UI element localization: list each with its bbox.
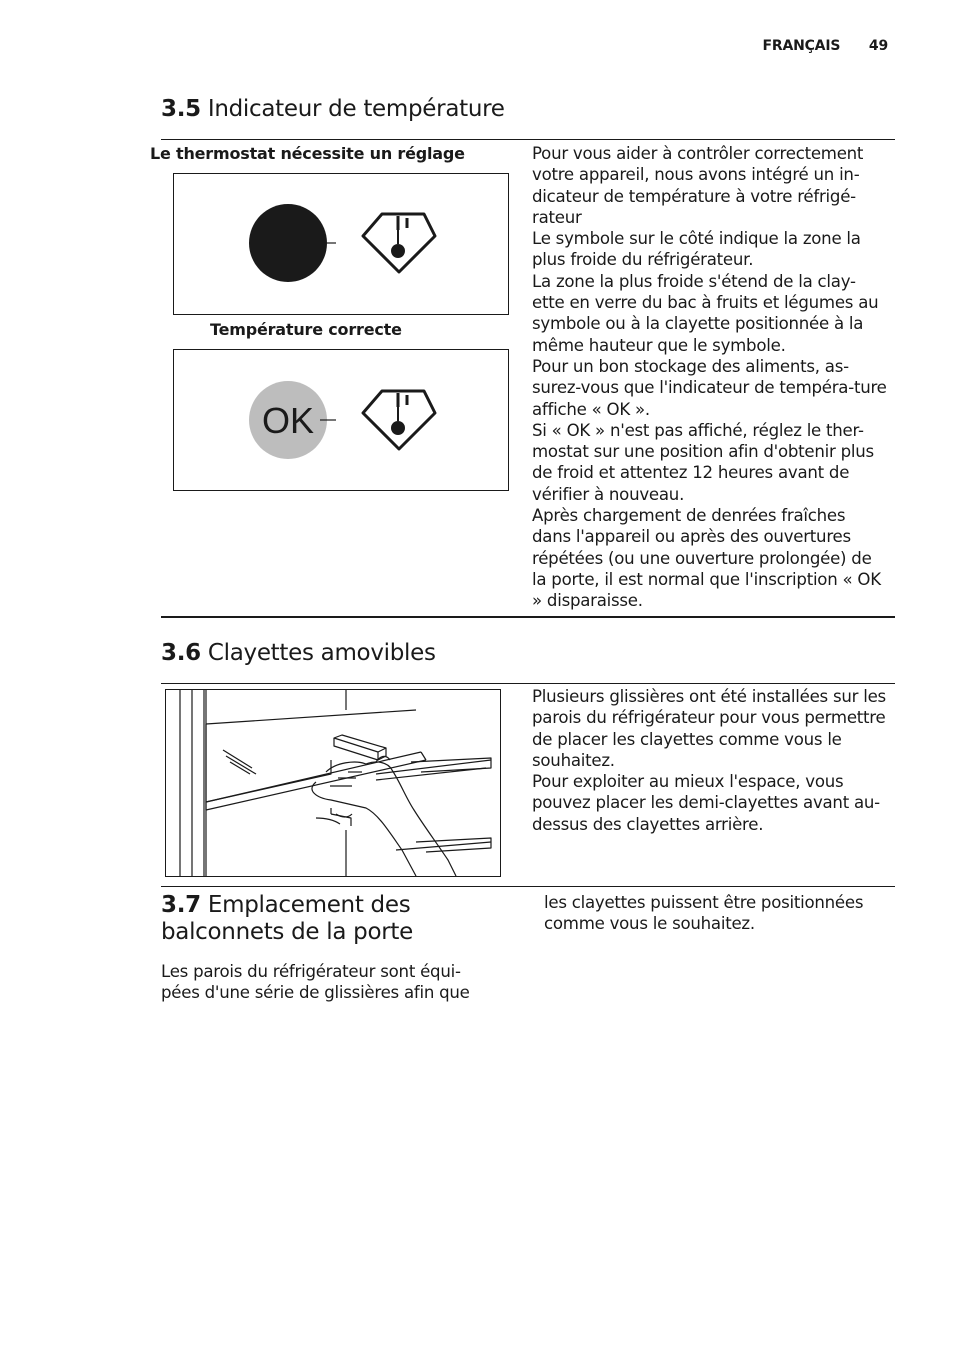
shelf-illustration	[166, 690, 500, 876]
section-rule	[161, 139, 895, 140]
section-divider	[161, 616, 895, 618]
section-3-7-left-text	[161, 961, 493, 1004]
section-number: 3.7	[161, 892, 201, 918]
indicator-ok-illustration	[174, 350, 508, 490]
section-number: 3.5	[161, 96, 201, 122]
page-header	[763, 38, 888, 54]
dark-indicator-icon	[249, 204, 327, 282]
paragraph: La zone la plus froide s'étend de la clay-ette en verre du bac à fruits et légumes au symbole ou à la clayette positionnée à la même hauteur que le symbole.	[532, 271, 879, 355]
section-title: Indicateur de température	[207, 96, 505, 122]
section-title: Clayettes amovibles	[207, 640, 436, 666]
section-3-5-heading	[161, 96, 505, 122]
paragraph: Si « OK » n'est pas affiché, réglez le ther-mostat sur une position afin d'obtenir plus de froid et attentez 12 heures avant de vérifier à nouveau.	[532, 420, 874, 504]
paragraph: Les parois du réfrigérateur sont équi-pées d'une série de glissières afin que	[161, 962, 470, 1003]
indicator-illustration	[174, 174, 508, 314]
paragraph: Le symbole sur le côté indique la zone la plus froide du réfrigérateur.	[532, 229, 861, 270]
paragraph: Pour exploiter au mieux l'espace, vous pouvez placer les demi-clayettes avant au-dessus des clayettes arrière.	[532, 772, 880, 834]
section-3-6-text	[532, 686, 888, 835]
paragraph: Plusieurs glissières ont été installées sur les parois du réfrigérateur pour vous permettre de placer les clayettes comme vous le souhaitez.	[532, 687, 886, 770]
paragraph: Pour un bon stockage des aliments, as-surez-vous que l'indicateur de tempéra-ture affiche « OK ».	[532, 356, 887, 419]
page-number: 49	[868, 38, 888, 54]
section-rule	[161, 886, 895, 887]
paragraph: les clayettes puissent être positionnées comme vous le souhaitez.	[544, 893, 864, 934]
figure-caption-correct-temperature: Température correcte	[210, 320, 402, 339]
section-number: 3.6	[161, 640, 201, 666]
figure-caption-thermostat: Le thermostat nécessite un réglage	[150, 144, 465, 163]
section-rule	[161, 683, 895, 684]
figure-thermostat-adjust	[173, 173, 509, 315]
section-3-6-heading	[161, 640, 436, 666]
section-title-line-1: Emplacement des	[207, 892, 411, 918]
paragraph: Pour vous aider à contrôler correctement votre appareil, nous avons intégré un in-dicateur de température à votre réfrigé-rateur	[532, 144, 864, 227]
header-language: FRANÇAIS	[762, 38, 841, 54]
figure-removable-shelves	[165, 689, 501, 877]
section-3-7-right-text	[544, 892, 888, 935]
section-3-7-heading	[161, 892, 413, 946]
paragraph: Après chargement de denrées fraîches dans l'appareil ou après des ouvertures répétées (ou une ouverture prolongée) de la porte, il est normal que l'inscription « OK » disparaisse.	[532, 506, 881, 611]
section-title-line-2: balconnets de la porte	[161, 919, 413, 945]
figure-temperature-ok	[173, 349, 509, 491]
section-3-5-text	[532, 143, 888, 612]
ok-label: OK	[261, 400, 315, 441]
